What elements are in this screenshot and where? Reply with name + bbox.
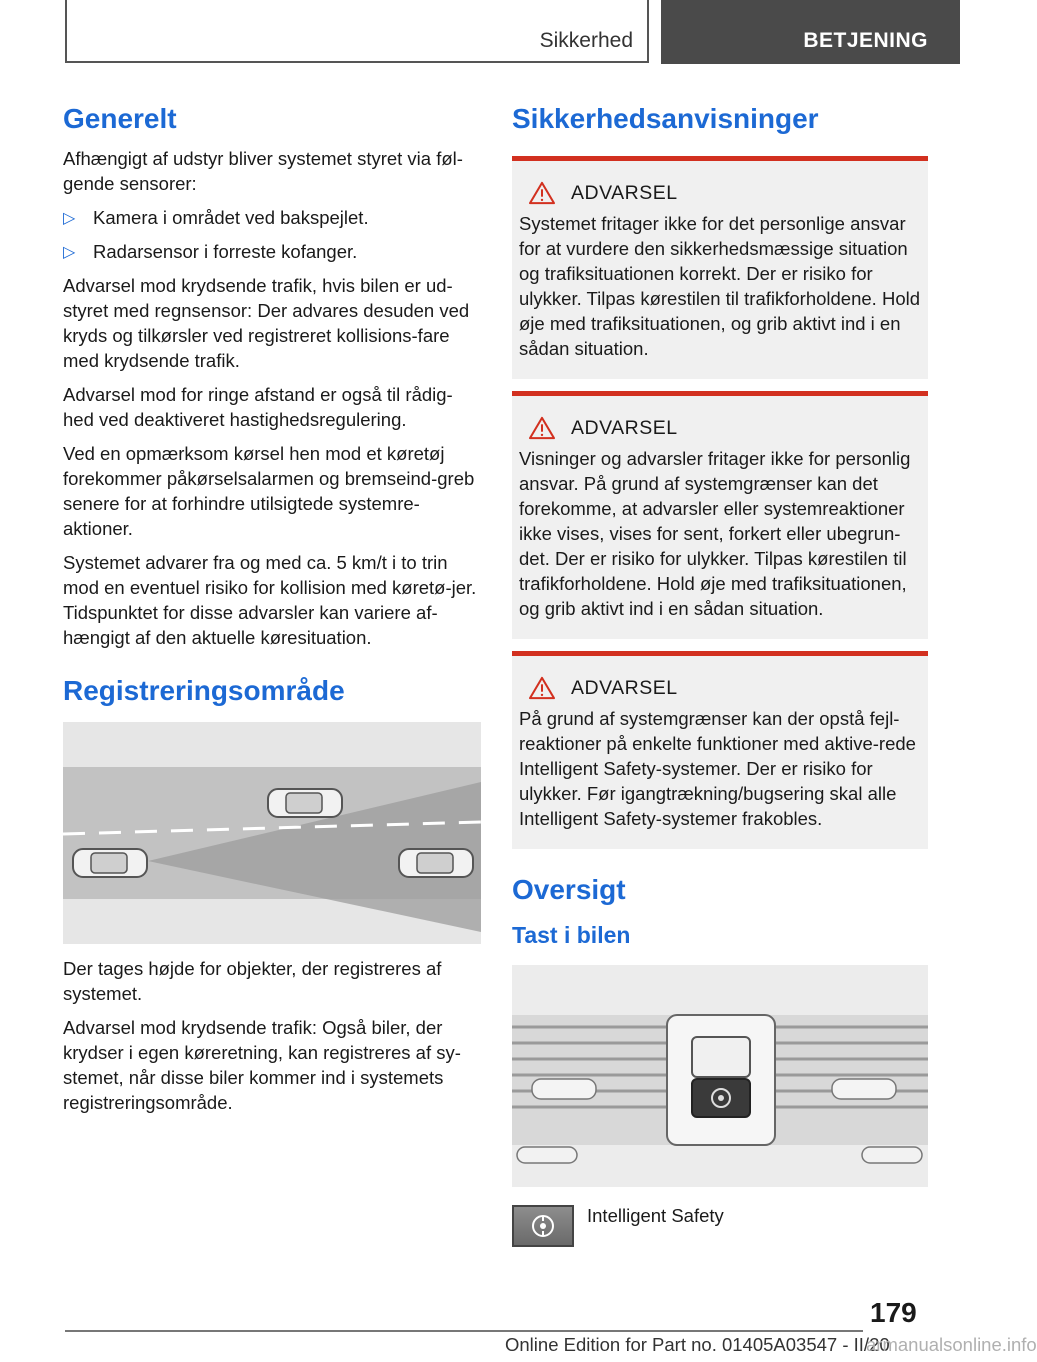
heading-sikkerhedsanvisninger: Sikkerhedsanvisninger bbox=[512, 103, 819, 134]
warning-triangle-icon bbox=[527, 181, 557, 205]
paragraph: Advarsel mod krydsende trafik: Også biler, der krydser i egen køreretning, kan registreres af sy-stemet, når disse biler kommer ind i systemets registreringsområde. bbox=[63, 1017, 461, 1113]
paragraph-intro: Afhængigt af udstyr bliver systemet styret via føl-gende sensorer: bbox=[63, 148, 463, 194]
footer-divider bbox=[65, 1330, 863, 1332]
warning-triangle-icon bbox=[527, 676, 557, 700]
warning-box bbox=[512, 651, 928, 849]
key-legend bbox=[512, 1205, 928, 1247]
paragraph: Advarsel mod krydsende trafik, hvis bilen er ud-styret med regnsensor: Der advares desuden ved kryds og tilkørsler ved registreret kollisions-fare med krydsende trafik. bbox=[63, 275, 470, 371]
dashboard-button-illustration bbox=[512, 965, 928, 1187]
warning-box bbox=[512, 156, 928, 379]
warning-text: På grund af systemgrænser kan der opstå fejl-reaktioner på enkelte funktioner med aktive-rede Intelligent Safety-systemer. Der er risiko for ulykker. Før igangtrækning/bugsering skal alle Intelligent Safety-systemer frakobles. bbox=[519, 708, 916, 829]
paragraph: Advarsel mod for ringe afstand er også til rådig-hed ved deaktiveret hastighedsregulering. bbox=[63, 384, 453, 430]
warning-title: ADVARSEL bbox=[571, 676, 678, 699]
car-icon bbox=[73, 849, 147, 877]
warning-text: Visninger og advarsler fritager ikke for personlig ansvar. På grund af systemgrænser kan det forekomme, at advarsler eller systemreaktioner ikke vises, vises for sent, forkert eller ubegrun-det. Der er risiko for ulykker. Tilpas kørestilen til trafikforholdene. Hold øje med trafiksituationen, og grib aktivt ind i en sådan situation. bbox=[519, 448, 911, 619]
heading-oversigt: Oversigt bbox=[512, 874, 626, 905]
heading-registreringsomraade: Registreringsområde bbox=[63, 675, 345, 706]
chapter-title: BETJENING bbox=[661, 0, 960, 64]
detection-area-illustration bbox=[63, 722, 481, 944]
warning-box bbox=[512, 391, 928, 639]
section-title: Sikkerhed bbox=[539, 29, 633, 52]
left-column bbox=[63, 100, 481, 1124]
triangle-bullet-icon: ▷ bbox=[63, 244, 76, 261]
sensor-list bbox=[63, 205, 481, 264]
paragraph: Ved en opmærksom kørsel hen mod et køretøj forekommer påkørselsalarmen og bremseind-greb senere for at forhindre utilsigtede systemre-aktioner. bbox=[63, 443, 475, 539]
page-number: 179 bbox=[870, 1297, 917, 1328]
header-frame bbox=[65, 0, 649, 63]
list-item: ▷ Radarsensor i forreste kofanger. bbox=[63, 239, 481, 264]
key-label: Intelligent Safety bbox=[587, 1205, 724, 1226]
heading-tast-i-bilen: Tast i bilen bbox=[512, 922, 631, 948]
right-column bbox=[512, 100, 928, 1247]
heading-generelt: Generelt bbox=[63, 103, 177, 134]
warning-triangle-icon bbox=[527, 416, 557, 440]
car-icon bbox=[399, 849, 473, 877]
paragraph: Der tages højde for objekter, der registreres af systemet. bbox=[63, 958, 442, 1004]
warning-title: ADVARSEL bbox=[571, 181, 678, 204]
intelligent-safety-button-icon bbox=[512, 1205, 574, 1247]
warning-title: ADVARSEL bbox=[571, 416, 678, 439]
warning-text: Systemet fritager ikke for det personlige ansvar for at vurdere den sikkerhedsmæssige situation og trafiksituationen korrekt. Der er risiko for ulykker. Tilpas kørestilen til trafikforholdene. Hold øje med trafiksituationen, og grib aktivt ind i en sådan situation. bbox=[519, 213, 921, 359]
triangle-bullet-icon: ▷ bbox=[63, 210, 76, 227]
edition-text: Online Edition for Part no. 01405A03547 - II/20 bbox=[505, 1334, 890, 1355]
list-item: ▷ Kamera i området ved bakspejlet. bbox=[63, 205, 481, 230]
paragraph: Systemet advarer fra og med ca. 5 km/t i to trin mod en eventuel risiko for kollision med køretø-jer. Tidspunktet for disse advarsler kan variere af-hængigt af den aktuelle køresituation. bbox=[63, 552, 477, 648]
car-icon bbox=[268, 789, 342, 817]
watermark: armanualsonline.info bbox=[866, 1334, 1037, 1355]
